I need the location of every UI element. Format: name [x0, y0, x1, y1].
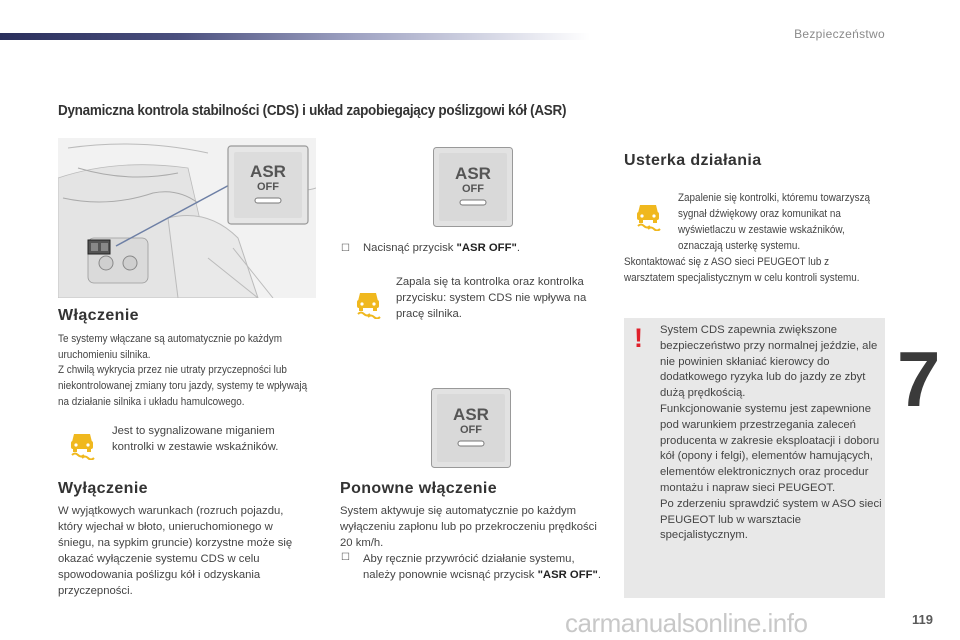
off-label: OFF [460, 424, 482, 436]
wylaczenie-text: W wyjątkowych warunkach (rozruch pojazdu, który wjechał w błoto, unieruchomionego w śniegu, na sypkim gruncie) korzystne może się okazać wyłączenie systemu CDS w celu spowodowania poślizgu kół i odzyskania przyczepności. [58, 505, 293, 597]
usterka-text-1: Zapalenie się kontrolki, któremu towarzyszą sygnał dźwiękowy oraz komunikat na wyświetlaczu w zestawie wskaźników, oznaczają usterkę systemu. [678, 192, 871, 252]
chapter-number: 7 [897, 335, 941, 423]
heading-ponowne-wlaczenie: Ponowne włączenie [340, 480, 498, 497]
watermark: carmanualsonline.info [565, 608, 808, 638]
usterka-text-2: Skontaktować się z ASO sieci PEUGEOT lub z warsztatem specjalistycznym w celu kontroli systemu. [624, 256, 860, 284]
bullet-icon: ☐ [341, 552, 350, 563]
asr-off-button-image [433, 147, 513, 227]
skid-warning-icon [352, 287, 384, 319]
indicator-text: Jest to sygnalizowane miganiem kontrolki w zestawie wskaźników. [112, 425, 279, 453]
section-title: Bezpieczeństwo [794, 27, 885, 41]
press-instruction: Nacisnąć przycisk "ASR OFF". [363, 242, 520, 254]
skid-warning-icon [632, 199, 664, 231]
asr-off-button-image [431, 388, 511, 468]
wlaczenie-text-1: Te systemy włączane są automatycznie po każdym uruchomieniu silnika. [58, 333, 282, 361]
warning-text-2: Funkcjonowanie systemu jest zapewnione pod warunkiem przestrzegania zaleceń producenta w zakresie eksploatacji i doboru kół (opony i felgi), elementów hamujących, elementów elektronicznych oraz procedur montażu i napraw sieci PEUGEOT. [660, 402, 880, 494]
heading-usterka: Usterka działania [624, 152, 762, 169]
warning-text [660, 323, 882, 544]
warning-text-1: System CDS zapewnia zwiększone bezpieczeństwo przy normalnej jeździe, ale nie powinien skłaniać kierowcy do dodatkowego ryzyka lub do jazdy ze zbyt dużą prędkością. [660, 324, 878, 400]
skid-warning-icon [66, 428, 98, 460]
warning-text-3: Po zderzeniu sprawdzić system w ASO sieci PEUGEOT lub w warsztacie specjalistycznym. [660, 497, 882, 542]
page-title: Dynamiczna kontrola stabilności (CDS) i układ zapobiegający poślizgowi kół (ASR) [58, 103, 567, 119]
ponowne-bullet-text: Aby ręcznie przywrócić działanie systemu, należy ponownie wcisnąć przycisk "ASR OFF". [363, 553, 601, 581]
bullet-icon: ☐ [341, 243, 350, 254]
off-label: OFF [462, 183, 484, 195]
header-bar [0, 33, 590, 40]
ponowne-text: System aktywuje się automatycznie po każdym wyłączeniu zapłonu lub po przekroczeniu prędkości 20 km/h. [340, 505, 597, 549]
heading-wlaczenie: Włączenie [58, 307, 139, 324]
press-result-text: Zapala się ta kontrolka oraz kontrolka przycisku: system CDS nie wpływa na pracę silnika. [396, 276, 587, 320]
wlaczenie-text-2: Z chwilą wykrycia przez nie utraty przyczepności lub niekontrolowanej zmiany toru jazdy, systemy te wpływają na działanie silnika i układu hamulcowego. [58, 364, 308, 408]
heading-wylaczenie: Wyłączenie [58, 480, 148, 497]
page-number: 119 [912, 612, 933, 627]
off-label: OFF [257, 181, 279, 193]
asr-label: ASR [455, 164, 491, 183]
asr-label: ASR [250, 162, 286, 181]
asr-label: ASR [453, 405, 489, 424]
warning-icon: ! [634, 323, 643, 353]
dashboard-photo [58, 138, 316, 298]
